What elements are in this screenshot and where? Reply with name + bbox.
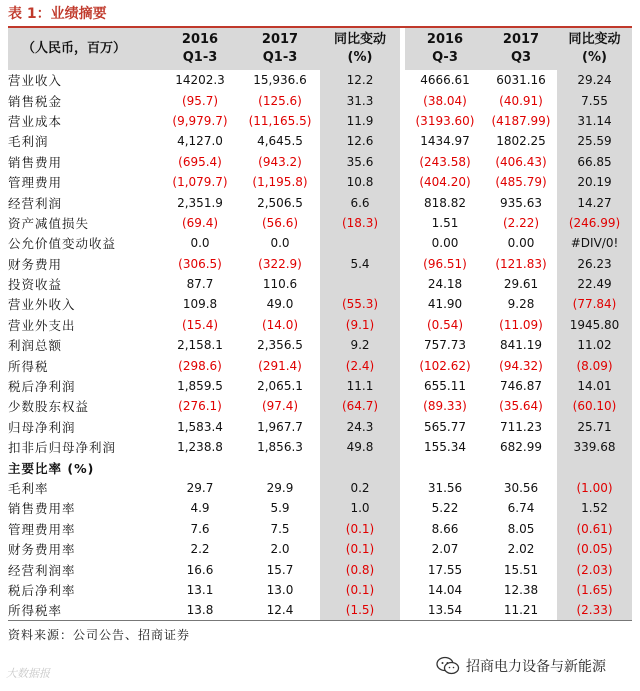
cell-col-2: (97.4) [261,399,299,414]
header-col-3: 同比变动 (%) [320,28,400,70]
table-row [8,437,632,457]
cell-col-3: 0.2 [320,478,400,498]
cell-col-1: 1,583.4 [177,419,223,434]
cell-col-6: (0.05) [557,539,632,559]
cell-col-4: 1434.97 [420,134,470,149]
row-label: 销售税金 [8,93,63,109]
header-col-6: 同比变动 (%) [557,28,632,70]
cell-col-6: 20.19 [557,172,632,192]
cell-col-2: 12.4 [240,600,320,620]
cell-col-5: 12.38 [503,582,539,597]
cell-col-5: 1802.25 [496,134,546,149]
cell-col-4: 5.22 [431,501,459,516]
cell-col-3: 12.6 [320,131,400,151]
cell-col-6: 14.01 [557,376,632,396]
cell-col-3: 6.6 [320,192,400,212]
cell-col-3: (64.7) [320,396,400,416]
table-row [8,600,632,620]
row-label: 归母净利润 [8,419,76,435]
cell-col-2: 49.0 [266,297,294,312]
cell-col-4: (3193.60) [415,113,475,128]
cell-col-2: 13.0 [266,582,294,597]
cell-col-2: 1,967.7 [257,419,303,434]
cell-col-1: 7.6 [190,521,210,536]
table-row [8,315,632,335]
cell-col-4: 8.66 [431,521,459,536]
row-label: 税后净利率 [8,582,76,598]
row-label: 销售费用率 [8,501,76,517]
row-label: 财务费用率 [8,542,76,558]
cell-col-2: 7.5 [270,521,290,536]
cell-col-4: 14.04 [427,582,463,597]
header-col-1: 2016 Q1-3 [160,28,240,70]
header-row [8,28,632,70]
row-label: 利润总额 [8,338,63,354]
watermark-left: 大数据报 [6,667,50,680]
cell-col-4: 565.77 [424,419,466,434]
cell-col-1: 87.7 [186,277,214,292]
cell-col-4: 757.73 [424,338,466,353]
cell-col-1: 14202.3 [175,73,225,88]
cell-col-5: (2.22) [502,215,540,230]
cell-col-1: 0.0 [190,236,210,251]
cell-col-3: (18.3) [320,213,400,233]
cell-col-2: (291.4) [258,358,302,373]
cell-col-3: 1.0 [320,498,400,518]
table-row [8,519,632,539]
cell-col-5: (406.43) [495,154,547,169]
cell-col-4: 31.56 [427,481,463,495]
cell-col-6: 1.52 [557,498,632,518]
cell-col-3: 5.4 [320,254,400,274]
row-label: 资产减值损失 [8,215,90,231]
cell-col-2: (125.6) [258,93,302,108]
row-label: 主要比率 (%) [8,460,95,476]
cell-col-6: 25.71 [557,417,632,437]
cell-col-1: 2.2 [190,542,210,557]
cell-col-6: 339.68 [557,437,632,457]
cell-col-3: 11.9 [320,111,400,131]
table-row [8,580,632,600]
header-col-2: 2017 Q1-3 [240,28,320,70]
cell-col-6: (77.84) [557,294,632,314]
cell-col-5: 11.21 [485,600,557,620]
table-row [8,90,632,110]
row-label: 管理费用 [8,175,63,191]
cell-col-4: 13.54 [405,600,485,620]
row-label: 毛利润 [8,134,49,150]
watermark-right [436,656,606,676]
cell-col-5: (121.83) [495,256,547,271]
cell-col-3: (55.3) [320,294,400,314]
table-title: 表 1：业绩摘要 [8,6,107,22]
row-label: 公允价值变动收益 [8,236,117,252]
table-row [8,213,632,233]
cell-col-2: 110.6 [262,277,298,292]
cell-col-5: 6.74 [507,501,535,516]
cell-col-6: #DIV/0! [557,233,632,253]
source-note: 资料来源：公司公告、招商证券 [8,628,191,642]
cell-col-1: 13.8 [160,600,240,620]
table-row [8,192,632,212]
summary-table [8,28,632,621]
cell-col-4: (102.62) [419,358,471,373]
row-label: 经营利润率 [8,562,76,578]
cell-col-5: 935.63 [500,195,542,210]
cell-col-6: 14.27 [557,192,632,212]
cell-col-2: (1,195.8) [252,175,308,190]
cell-col-6: 66.85 [557,152,632,172]
cell-col-4: 17.55 [427,562,463,577]
cell-col-5: 29.61 [503,277,539,292]
cell-col-4: 818.82 [424,195,466,210]
cell-col-6: (2.33) [557,600,632,620]
cell-col-5: (485.79) [495,175,547,190]
cell-col-2: 2,065.1 [257,379,303,394]
cell-col-3: (1.5) [320,600,400,620]
cell-col-4: (0.54) [426,317,464,332]
cell-col-1: 109.8 [182,297,218,312]
row-label: 经营利润 [8,195,63,211]
cell-col-6: 7.55 [557,90,632,110]
cell-col-2: (11,165.5) [248,113,312,128]
cell-col-6: 11.02 [557,335,632,355]
cell-col-1: (306.5) [178,256,222,271]
cell-col-6: 1945.80 [557,315,632,335]
cell-col-5: (11.09) [499,317,543,332]
cell-col-1: 2,351.9 [177,195,223,210]
table-row [8,559,632,579]
table-row [8,396,632,416]
cell-col-1: 1,859.5 [177,379,223,394]
cell-col-3: (0.1) [320,580,400,600]
cell-col-5: 30.56 [503,481,539,495]
header-label: （人民币，百万） [8,28,160,70]
cell-col-3: (0.1) [320,519,400,539]
cell-col-2: 15,936.6 [253,73,307,88]
header-col-5: 2017 Q3 [485,28,557,70]
cell-col-4: 1.51 [431,215,459,230]
cell-col-1: (1,079.7) [172,175,228,190]
row-label: 营业外支出 [8,317,76,333]
table-row [8,70,632,90]
row-label: 少数股东权益 [8,399,90,415]
cell-col-4: 41.90 [427,297,463,312]
cell-col-3: 11.1 [320,376,400,396]
row-label: 销售费用 [8,154,63,170]
table-row [8,539,632,559]
row-label: 投资收益 [8,277,63,293]
cell-col-4: 2.07 [431,542,459,557]
cell-col-5: (94.32) [499,358,543,373]
cell-col-6: (60.10) [557,396,632,416]
row-label: 毛利率 [8,481,49,496]
cell-col-3: (2.4) [320,355,400,375]
cell-col-1: 16.6 [186,562,214,577]
table-row [8,254,632,274]
cell-col-2: 4,645.5 [257,134,303,149]
cell-col-6: 25.59 [557,131,632,151]
cell-col-5: 6031.16 [496,73,546,88]
cell-col-5 [485,457,557,477]
cell-col-5: 9.28 [507,297,535,312]
cell-col-3: (0.1) [320,539,400,559]
cell-col-2: 2,506.5 [257,195,303,210]
cell-col-6: 29.24 [557,70,632,90]
cell-col-6: (1.00) [557,478,632,498]
table-row [8,294,632,314]
row-label: 营业收入 [8,73,63,89]
cell-col-4: (38.04) [423,93,467,108]
cell-col-5: 15.51 [503,562,539,577]
row-label: 营业成本 [8,113,63,129]
cell-col-5: (40.91) [499,93,543,108]
cell-col-1: 29.7 [186,481,214,495]
table-row [8,478,632,498]
cell-col-4: 655.11 [424,379,466,394]
table-row [8,172,632,192]
table-row [8,355,632,375]
cell-col-3: 24.3 [320,417,400,437]
cell-col-6: 22.49 [557,274,632,294]
cell-col-4: 24.18 [427,277,463,292]
cell-col-1: 2,158.1 [177,338,223,353]
cell-col-2: (943.2) [258,154,302,169]
table-row [8,111,632,131]
cell-col-6 [557,457,632,477]
cell-col-4: (404.20) [419,175,471,190]
row-label: 营业外收入 [8,297,76,313]
cell-col-5: 8.05 [507,521,535,536]
table-row [8,233,632,253]
section-row [8,457,632,477]
row-label: 所得税 [8,358,49,374]
row-label: 所得税率 [8,600,160,620]
cell-col-1: (695.4) [178,154,222,169]
cell-col-3: 31.3 [320,90,400,110]
cell-col-3: 49.8 [320,437,400,457]
cell-col-3: (9.1) [320,315,400,335]
cell-col-1: 4,127.0 [177,134,223,149]
cell-col-3: 9.2 [320,335,400,355]
cell-col-6: 26.23 [557,254,632,274]
cell-col-1: (276.1) [178,399,222,414]
table-row [8,376,632,396]
cell-col-1: (15.4) [181,317,219,332]
cell-col-2: 29.9 [266,481,294,495]
table-row [8,274,632,294]
cell-col-5: 0.00 [507,236,535,251]
cell-col-6: (1.65) [557,580,632,600]
cell-col-5: 711.23 [500,419,542,434]
cell-col-2: 2,356.5 [257,338,303,353]
cell-col-4: 0.00 [431,236,459,251]
cell-col-3: 10.8 [320,172,400,192]
cell-col-2: (56.6) [261,215,299,230]
table-body [8,70,632,621]
cell-col-2: 5.9 [270,501,290,516]
row-label: 扣非后归母净利润 [8,440,117,456]
cell-col-6: (2.03) [557,559,632,579]
cell-col-3 [320,457,400,477]
cell-col-2: 15.7 [266,562,294,577]
row-label: 财务费用 [8,256,63,272]
cell-col-3 [320,233,400,253]
cell-col-4 [405,457,485,477]
table-row [8,417,632,437]
cell-col-6: (8.09) [557,355,632,375]
cell-col-1: 4.9 [190,501,210,516]
cell-col-4: (243.58) [419,154,471,169]
cell-col-5: 2.02 [507,542,535,557]
wechat-icon [436,656,460,676]
cell-col-1: (9,979.7) [172,113,228,128]
cell-col-1: (298.6) [178,358,222,373]
cell-col-2: (322.9) [258,256,302,271]
cell-col-3 [320,274,400,294]
cell-col-3: 35.6 [320,152,400,172]
cell-col-4: 155.34 [424,440,466,455]
cell-col-5: (35.64) [499,399,543,414]
cell-col-6: (0.61) [557,519,632,539]
table-row [8,335,632,355]
cell-col-4: (96.51) [423,256,467,271]
cell-col-1: (69.4) [181,215,219,230]
cell-col-2 [240,457,320,477]
cell-col-2: 0.0 [270,236,290,251]
cell-col-2: 2.0 [270,542,290,557]
table-row [8,498,632,518]
cell-col-2: 1,856.3 [257,440,303,455]
cell-col-4: 4666.61 [420,73,470,88]
row-label: 管理费用率 [8,521,76,537]
cell-col-2: (14.0) [261,317,299,332]
cell-col-5: (4187.99) [491,113,551,128]
cell-col-1: 13.1 [186,582,214,597]
row-label: 税后净利润 [8,379,76,395]
cell-col-1: 1,238.8 [177,440,223,455]
watermark-right-text: 招商电力设备与新能源 [466,659,606,675]
cell-col-5: 841.19 [500,338,542,353]
cell-col-5: 682.99 [500,440,542,455]
header-col-4: 2016 Q-3 [405,28,485,70]
table-row [8,152,632,172]
cell-col-1: (95.7) [181,93,219,108]
cell-col-6: (246.99) [557,213,632,233]
cell-col-3: 12.2 [320,70,400,90]
cell-col-1 [160,457,240,477]
cell-col-5: 746.87 [500,379,542,394]
table-row [8,131,632,151]
cell-col-3: (0.8) [320,559,400,579]
cell-col-6: 31.14 [557,111,632,131]
cell-col-4: (89.33) [423,399,467,414]
